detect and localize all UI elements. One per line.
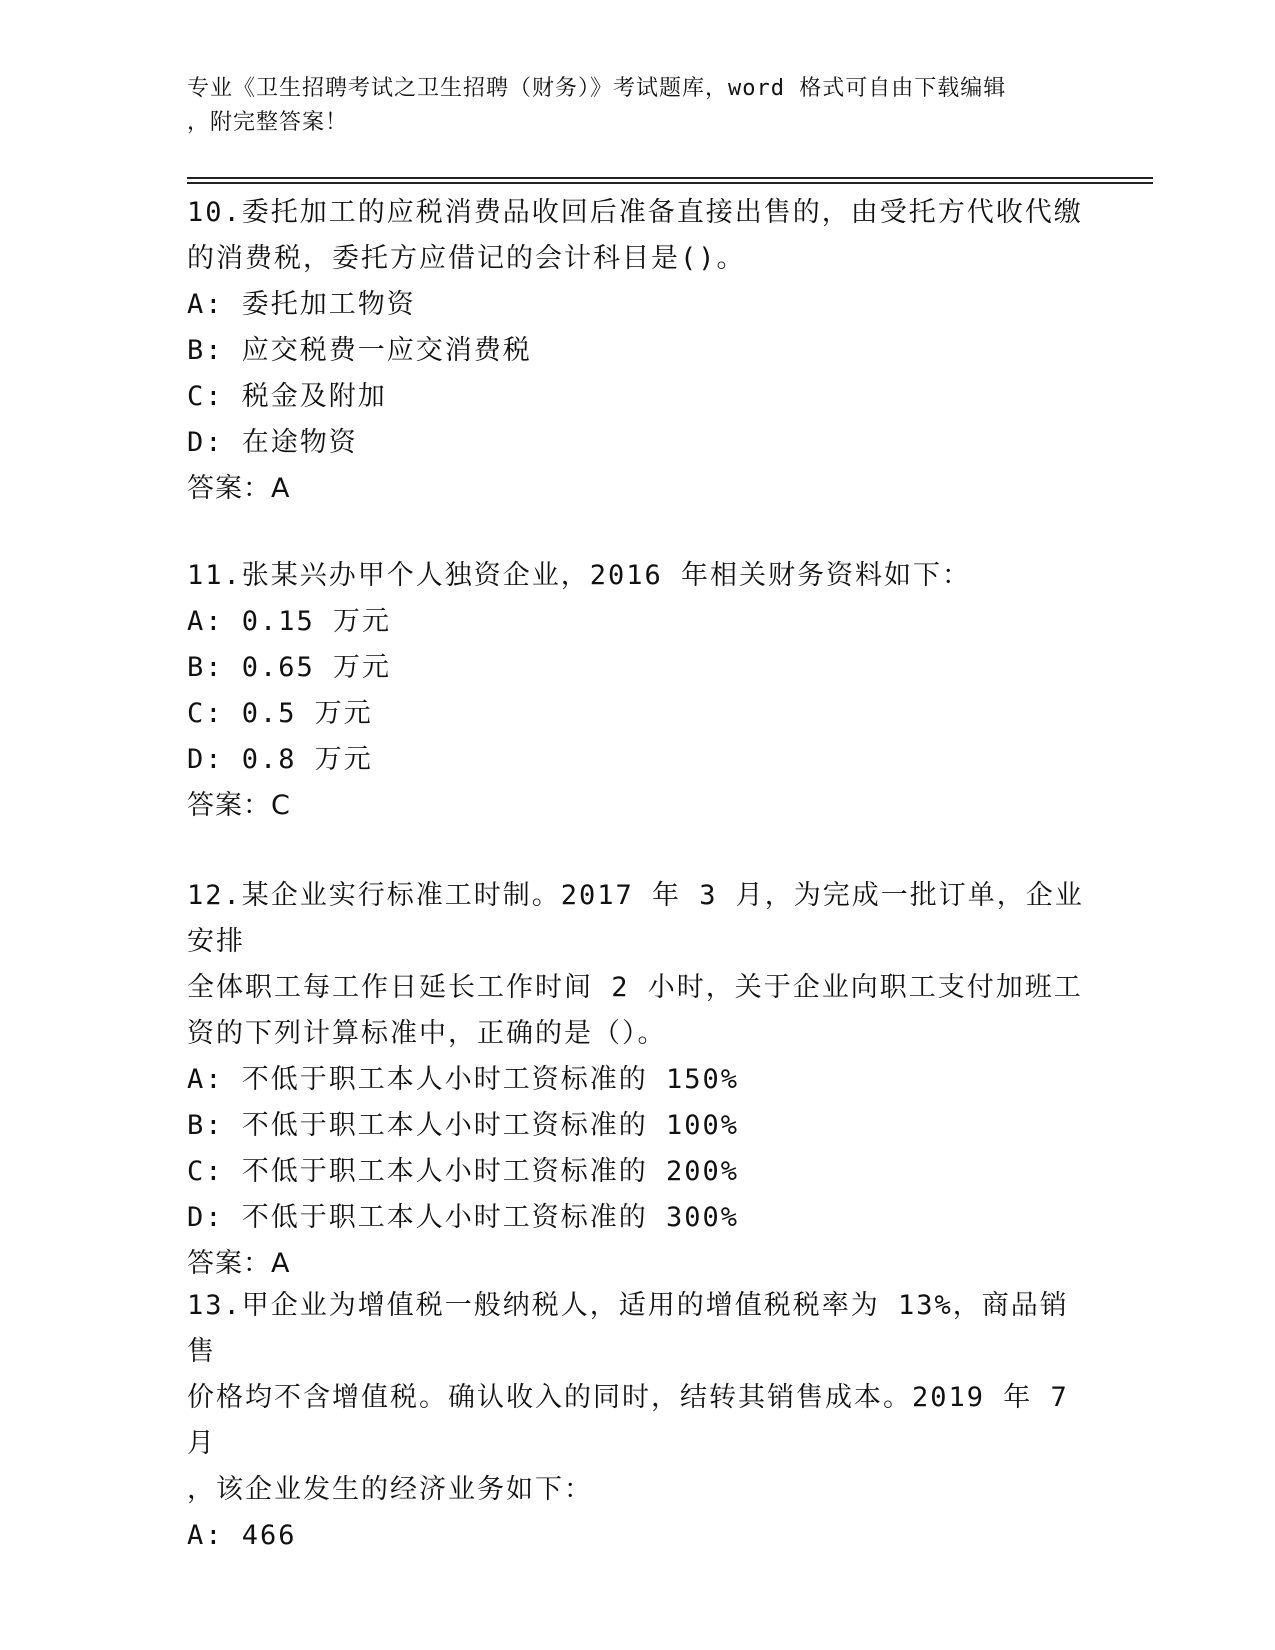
stem-line: 13.甲企业为增值税一般纳税人，适用的增值税税率为 13%，商品销售 — [187, 1290, 1069, 1367]
header-divider-top — [187, 177, 1153, 179]
question-stem — [187, 873, 1087, 1057]
option-b: B: 0.65 万元 — [187, 652, 392, 683]
stem-line: 10.委托加工的应税消费品收回后准备直接出售的，由受托方代收代缴 — [187, 197, 1083, 228]
answer-line: 答案：C — [187, 790, 291, 821]
question-stem — [187, 553, 1087, 599]
question-stem — [187, 1283, 1087, 1513]
stem-line: ，该企业发生的经济业务如下： — [187, 1474, 593, 1505]
answer-line: 答案：A — [187, 473, 291, 504]
option-a: A: 委托加工物资 — [187, 289, 416, 320]
stem-line: 全体职工每工作日延长工作时间 2 小时，关于企业向职工支付加班工 — [187, 972, 1083, 1003]
question-13 — [187, 1283, 1087, 1559]
header-divider-bottom — [187, 182, 1153, 184]
option-d: D: 0.8 万元 — [187, 744, 373, 775]
question-10 — [187, 190, 1087, 512]
option-b: B: 不低于职工本人小时工资标准的 100% — [187, 1110, 740, 1141]
option-a: A: 466 — [187, 1520, 297, 1551]
stem-line: 12.某企业实行标准工时制。2017 年 3 月，为完成一批订单，企业安排 — [187, 880, 1084, 957]
stem-line: 价格均不含增值税。确认收入的同时，结转其销售成本。2019 年 7 月 — [187, 1382, 1069, 1459]
question-11 — [187, 553, 1087, 829]
option-d: D: 在途物资 — [187, 427, 358, 458]
question-stem — [187, 190, 1087, 282]
header-text — [187, 72, 1067, 140]
option-d: D: 不低于职工本人小时工资标准的 300% — [187, 1202, 740, 1233]
header-line-1: 专业《卫生招聘考试之卫生招聘（财务）》考试题库，word 格式可自由下载编辑 — [187, 76, 1007, 101]
option-c: C: 税金及附加 — [187, 381, 387, 412]
option-a: A: 0.15 万元 — [187, 606, 392, 637]
option-c: C: 不低于职工本人小时工资标准的 200% — [187, 1156, 740, 1187]
stem-line: 的消费税，委托方应借记的会计科目是()。 — [187, 243, 746, 274]
option-b: B: 应交税费一应交消费税 — [187, 335, 532, 366]
stem-line: 资的下列计算标准中，正确的是（）。 — [187, 1018, 667, 1049]
header-line-2: ，附完整答案！ — [187, 110, 349, 135]
question-12 — [187, 873, 1087, 1287]
option-a: A: 不低于职工本人小时工资标准的 150% — [187, 1064, 740, 1095]
answer-line: 答案：A — [187, 1248, 291, 1279]
stem-line: 11.张某兴办甲个人独资企业，2016 年相关财务资料如下： — [187, 560, 972, 591]
option-c: C: 0.5 万元 — [187, 698, 373, 729]
